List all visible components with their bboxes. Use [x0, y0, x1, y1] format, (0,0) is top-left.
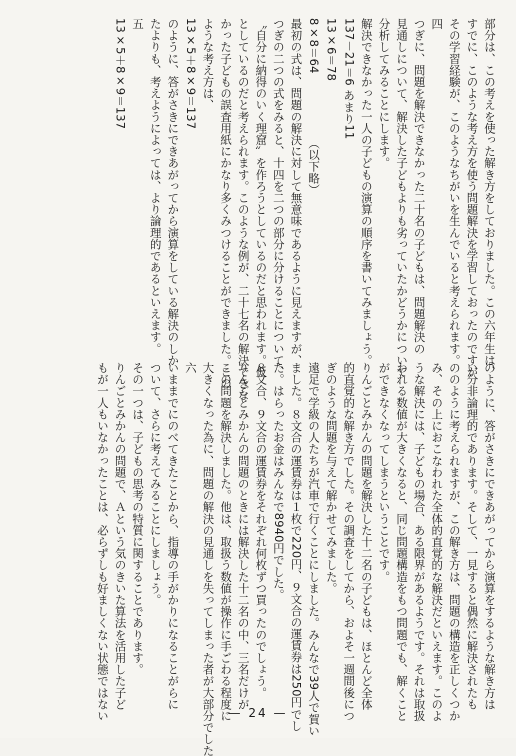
bottom_block-line: ８文合、９文合の運賃券をそれぞれ何枚ずつ買ったのでしょう。: [254, 362, 269, 699]
top_block-line: 部分は、この考えを使った解き方をしておりました。この六年生は、: [483, 18, 497, 378]
bottom_block-line: 大きくなった為に、問題の解決の見通しを失ってしまった者が大部分でした: [201, 362, 216, 756]
top_block-line: すでに、このような考え方を使う問題解決を学習しておったのですが: [465, 18, 480, 378]
top_block-line: 解決できなかった一人の子どもの演算の順序を書いてみましょう。: [359, 18, 374, 366]
top_block-line: 見通しについて、解決した子どもよりも劣っていたかどうかについて: [395, 18, 410, 378]
bottom_block-line: み、その上におこなわれた全体的直覚的な解決だといえます。このよ: [430, 362, 445, 722]
top_block-line: 137－21＝6 あまり11: [342, 18, 357, 140]
bottom_block-line: ができなくなってしまうということです。: [377, 362, 392, 583]
top_block-line: 13×6＝78: [324, 18, 339, 82]
bottom_block-line: いままでにのべてきたことから、指導の手がかりになることがらに: [166, 362, 181, 710]
bottom_block-line: われる数値が大きくなると、同じ問題構造をもつ問題でも、解くこと: [395, 362, 410, 722]
top_block-line: 分析してみることにします。: [377, 18, 392, 169]
top_block-line: その学習経験が、このようなちがいを生んでいると考えられます。: [447, 18, 462, 366]
top_block-line: ような考え方は、: [201, 18, 216, 111]
bottom_block-line: この問題を解決しました。他は、取扱う数値が操作に手ごわる程度に: [219, 362, 234, 722]
bottom_block-line: りんごとみかんの問題を解決した十二名の子どもは、ほとんど全体: [359, 362, 374, 710]
top_block-line: つぎの二つの式をみると、十四を二つの部分に分けることについて、: [271, 18, 286, 378]
bottom_block-line: い分非論理的であります。そして、一見すると偶然に解決されたも: [465, 362, 480, 710]
bottom_block-line: その一つは、子どもの思考の特質に関することであります。: [131, 362, 146, 676]
bottom_block-line: ののように考えられますが、この解き方は、問題の構造を正しくつか: [447, 362, 462, 722]
page-number: — 24 —: [228, 706, 288, 720]
top_block-line: のように、答がさきにできあがってから演算をしている解決のしか: [166, 18, 181, 366]
bottom_block-line: ぎのような問題を与えて解かせてみました。: [324, 362, 339, 594]
bottom_block-line: 的直覚的な解き方でした。その調査をしてから、およそ一週間後につ: [342, 362, 357, 722]
bottom_block-line: りんごとみかんの問題のときには解決した十二名の中、三名だけが: [236, 362, 251, 710]
top_block-line: 8×8＝64 （以下略）: [307, 18, 322, 196]
bottom_block-line: ました。８文合の運賃券は１枚で220円、９文合の運賃券は250円でし: [289, 362, 304, 732]
top_block-line: 13×5＋8×9＝137: [113, 18, 128, 130]
top_block-line: 最初の式は、問題の解決に対して無意味であるように見えますが、: [289, 18, 304, 366]
bottom_block-line: 六: [183, 362, 198, 374]
top_block-line: たよりも、考えようによっては、より論理的であるといえます。: [148, 18, 163, 355]
top_block-line: 13×5＋8×9＝137: [183, 18, 198, 130]
bottom_block-line: もが一人もいなかったことは、必らずしも好ましくない状態ではない: [95, 362, 110, 722]
top_block-line: 五: [131, 18, 146, 30]
upper-text-block: [111, 18, 498, 401]
top_block-line: 〝自分に納得のいく理窟〟を作ろうとしているのだと思われます。仮: [254, 18, 269, 378]
bottom_block-line: うな解決には、子どもの場合、ある限界があるようです。それは取扱: [412, 362, 427, 722]
top_block-line: としているのだと考えられます。このような例が、二十七名の解決できな: [236, 18, 251, 401]
bottom_block-line: ついて、さらに考えてみることにしましょう。: [148, 362, 163, 606]
bottom_block-line: りんごとみかんの問題で、Ａという気のきいた算法を活用した子ど: [113, 362, 128, 710]
bottom_block-line: のように、答がさきにできあがってから演算をするような解き方は: [483, 362, 497, 710]
bottom_block-line: た。はらったお金はみんなで8940円でした。: [271, 362, 286, 601]
top_block-line: 四: [430, 18, 445, 30]
top_block-line: つぎに、問題を解決できなかった二十名の子どもは、問題解決の: [412, 18, 427, 355]
bottom_block-line: 遠足で学級の人たちが汽車で行くことにしました。みんなで39人で賀い: [307, 362, 322, 737]
top_block-line: かった子どもの誤査用紙にかなり多くみつけることができました。この: [219, 18, 234, 390]
